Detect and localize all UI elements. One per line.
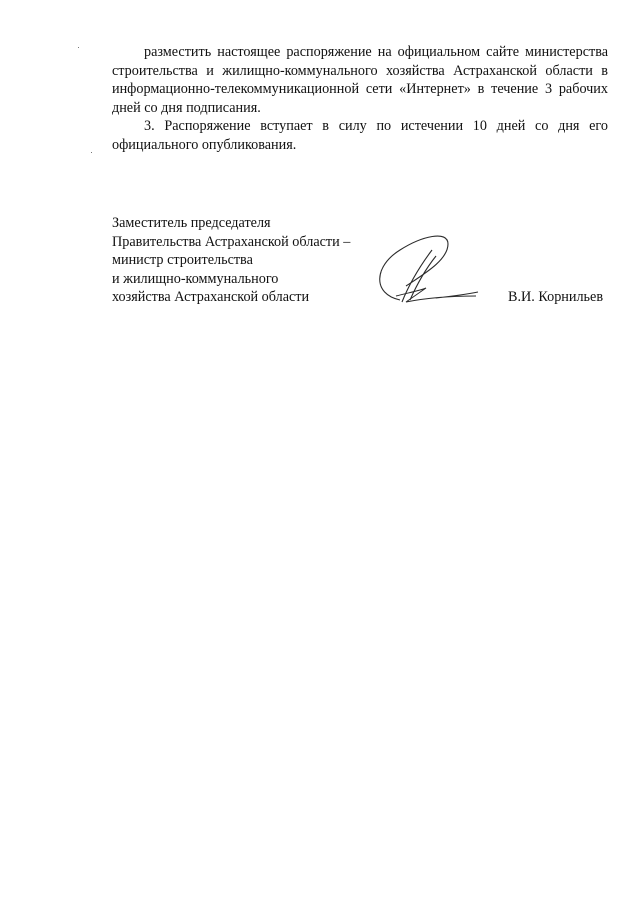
signatory-title-line: министр строительства (112, 252, 253, 269)
handwritten-signature (366, 226, 490, 310)
scan-speck (91, 152, 92, 153)
document-body (112, 43, 608, 155)
paragraph-effective-date: 3. Распоряжение вступает в силу по истечении 10 дней со дня его официального опубликования. (112, 118, 608, 153)
signatory-title-line: и жилищно-коммунального (112, 270, 279, 287)
signatory-title-line: хозяйства Астраханской области (112, 289, 310, 306)
scan-speck (78, 47, 79, 48)
signatory-title (112, 214, 350, 307)
paragraph-publication: разместить настоящее распоряжение на официальном сайте министерства строительства и жилищно-коммунального хозяйства Астраханской области в информационно-телекоммуникационной сети «Интернет» в течение 3 рабочих дней со дня подписания. (112, 44, 608, 116)
signatory-title-line: Заместитель председателя (112, 215, 271, 231)
signer-name: В.И. Корнильев (508, 289, 604, 305)
signatory-title-line: Правительства Астраханской области – (112, 233, 351, 250)
